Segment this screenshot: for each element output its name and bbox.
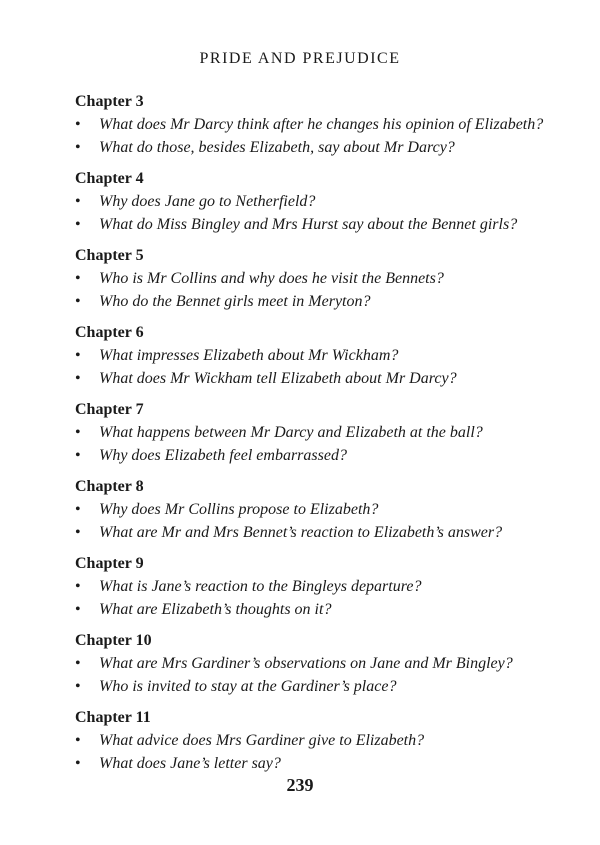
bullet-icon: • bbox=[75, 447, 81, 464]
bullet-icon: • bbox=[75, 578, 81, 595]
chapter-heading: Chapter 7 bbox=[75, 401, 144, 418]
chapter-block bbox=[75, 629, 555, 698]
question-text: What are Elizabeth’s thoughts on it? bbox=[99, 601, 332, 618]
question-item bbox=[75, 290, 555, 313]
chapter-block bbox=[75, 167, 555, 236]
bullet-icon: • bbox=[75, 501, 81, 518]
chapter-heading: Chapter 4 bbox=[75, 170, 144, 187]
question-text: What are Mrs Gardiner’s observations on Jane and Mr Bingley? bbox=[99, 655, 513, 672]
chapter-block bbox=[75, 398, 555, 467]
question-text: What are Mr and Mrs Bennet’s reaction to Elizabeth’s answer? bbox=[99, 524, 503, 541]
question-item bbox=[75, 344, 555, 367]
bullet-icon: • bbox=[75, 270, 81, 287]
question-text: What happens between Mr Darcy and Elizabeth at the ball? bbox=[99, 424, 483, 441]
chapter-block bbox=[75, 90, 555, 159]
question-text: What does Mr Darcy think after he changes his opinion of Elizabeth? bbox=[99, 116, 544, 133]
question-item bbox=[75, 190, 555, 213]
bullet-icon: • bbox=[75, 193, 81, 210]
bullet-icon: • bbox=[75, 116, 81, 133]
question-item bbox=[75, 367, 555, 390]
bullet-icon: • bbox=[75, 524, 81, 541]
question-text: What is Jane’s reaction to the Bingleys departure? bbox=[99, 578, 422, 595]
question-text: What impresses Elizabeth about Mr Wickham? bbox=[99, 347, 399, 364]
chapter-heading: Chapter 8 bbox=[75, 478, 144, 495]
bullet-icon: • bbox=[75, 732, 81, 749]
bullet-icon: • bbox=[75, 755, 81, 772]
bullet-icon: • bbox=[75, 601, 81, 618]
question-text: Who is invited to stay at the Gardiner’s place? bbox=[99, 678, 397, 695]
chapter-block bbox=[75, 244, 555, 313]
question-text: What do those, besides Elizabeth, say about Mr Darcy? bbox=[99, 139, 455, 156]
bullet-icon: • bbox=[75, 139, 81, 156]
question-text: What does Mr Wickham tell Elizabeth about Mr Darcy? bbox=[99, 370, 457, 387]
question-text: Why does Jane go to Netherfield? bbox=[99, 193, 316, 210]
question-item bbox=[75, 521, 555, 544]
question-text: Why does Elizabeth feel embarrassed? bbox=[99, 447, 347, 464]
question-item bbox=[75, 136, 555, 159]
question-text: Why does Mr Collins propose to Elizabeth? bbox=[99, 501, 379, 518]
page-number: 239 bbox=[286, 775, 314, 795]
bullet-icon: • bbox=[75, 347, 81, 364]
question-item bbox=[75, 498, 555, 521]
question-item bbox=[75, 675, 555, 698]
chapter-block bbox=[75, 552, 555, 621]
chapter-question-list bbox=[75, 90, 555, 783]
question-item bbox=[75, 752, 555, 775]
chapter-block bbox=[75, 475, 555, 544]
chapter-heading: Chapter 5 bbox=[75, 247, 144, 264]
question-text: Who is Mr Collins and why does he visit the Bennets? bbox=[99, 270, 444, 287]
chapter-heading: Chapter 6 bbox=[75, 324, 144, 341]
chapter-heading: Chapter 3 bbox=[75, 93, 144, 110]
question-item bbox=[75, 652, 555, 675]
bullet-icon: • bbox=[75, 293, 81, 310]
chapter-block bbox=[75, 321, 555, 390]
question-item bbox=[75, 729, 555, 752]
question-text: What do Miss Bingley and Mrs Hurst say about the Bennet girls? bbox=[99, 216, 518, 233]
chapter-heading: Chapter 9 bbox=[75, 555, 144, 572]
bullet-icon: • bbox=[75, 216, 81, 233]
question-item bbox=[75, 421, 555, 444]
question-text: What does Jane’s letter say? bbox=[99, 755, 281, 772]
bullet-icon: • bbox=[75, 655, 81, 672]
question-item bbox=[75, 575, 555, 598]
question-text: Who do the Bennet girls meet in Meryton? bbox=[99, 293, 371, 310]
chapter-block bbox=[75, 706, 555, 775]
chapter-heading: Chapter 11 bbox=[75, 709, 151, 726]
question-text: What advice does Mrs Gardiner give to Elizabeth? bbox=[99, 732, 425, 749]
running-head: PRIDE AND PREJUDICE bbox=[199, 50, 401, 67]
bullet-icon: • bbox=[75, 678, 81, 695]
question-item bbox=[75, 113, 555, 136]
question-item bbox=[75, 444, 555, 467]
question-item bbox=[75, 598, 555, 621]
chapter-heading: Chapter 10 bbox=[75, 632, 152, 649]
bullet-icon: • bbox=[75, 370, 81, 387]
question-item bbox=[75, 213, 555, 236]
question-item bbox=[75, 267, 555, 290]
bullet-icon: • bbox=[75, 424, 81, 441]
